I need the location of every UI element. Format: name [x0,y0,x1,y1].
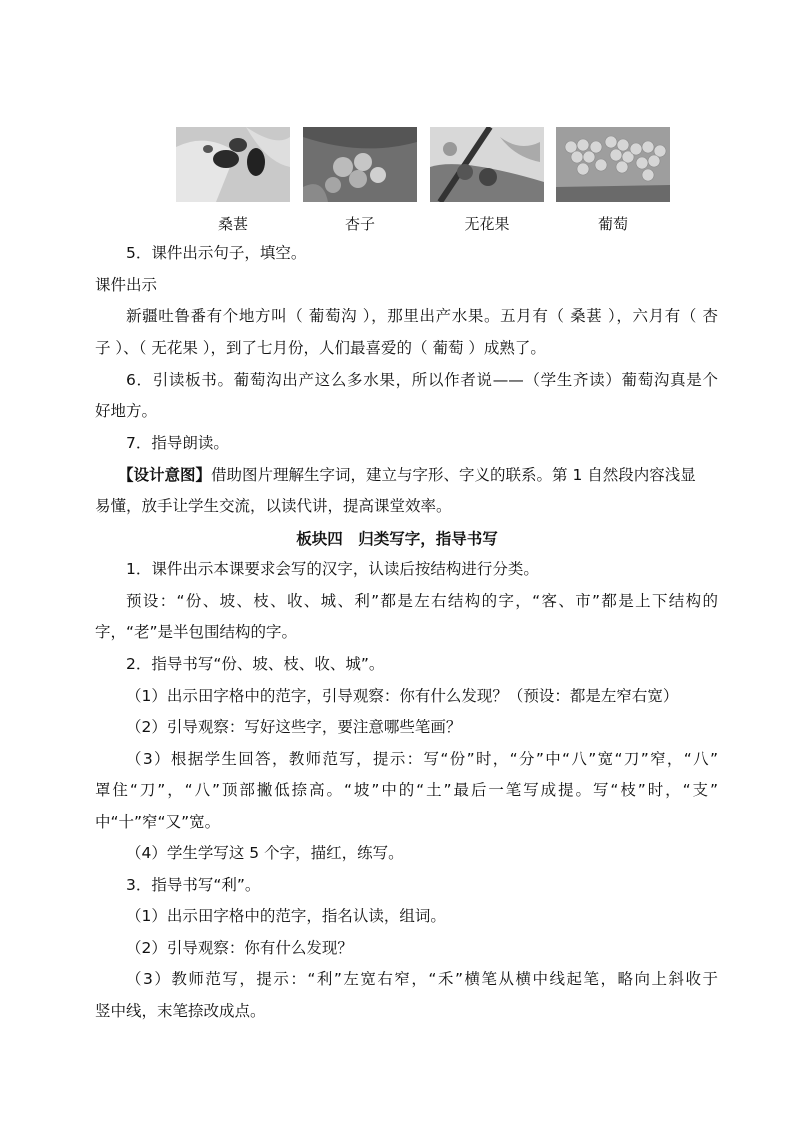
photo-caption-fig: 无花果 [464,215,510,233]
item-3-sub-2: （2）引导观察：你有什么发现？ [126,939,353,957]
step-6-line-1: 6．引读板书。葡萄沟出产这么多水果，所以作者说——（学生齐读）葡萄沟真是个 [126,371,718,389]
item-2-sub-4: （4）学生学写这 5 个字，描红，练写。 [126,844,404,862]
item-3-sub-1: （1）出示田字格中的范字，指名认读，组词。 [126,907,446,925]
design-intent-label: 【设计意图】 [118,466,212,484]
fill-blank-sentence-line-1: 新疆吐鲁番有个地方叫（ 葡萄沟 ），那里出产水果。五月有（ 桑葚 ），六月有（ 杏 [126,307,718,325]
grape-photo [556,127,670,202]
step-7: 7．指导朗读。 [126,434,229,452]
photo-caption-apricot: 杏子 [344,215,375,233]
item-2-sub-3-line-1: （3）根据学生回答，教师范写，提示：写“份”时，“分”中“八”宽“刀”窄，“八” [126,750,718,768]
item-2-sub-3-line-3: 中“十”窄“又”宽。 [95,813,221,831]
fruit-photo-strip [176,127,670,203]
design-intent-line-1 [118,465,718,485]
preset-line-2: 字，“老”是半包围结构的字。 [95,623,298,641]
item-2-sub-1: （1）出示田字格中的范字，引导观察：你有什么发现？（预设：都是左窄右宽） [126,687,679,705]
fig-photo [430,127,544,202]
photo-caption-mulberry: 桑葚 [217,215,248,233]
item-2: 2．指导书写“份、坡、枝、收、城”。 [126,655,385,673]
design-intent-line-2: 易懂，放手让学生交流，以读代讲，提高课堂效率。 [95,497,452,515]
step-6-line-2: 好地方。 [95,402,158,420]
fill-blank-sentence-line-2: 子 ）、（ 无花果 ），到了七月份，人们最喜爱的（ 葡萄 ）成熟了。 [95,339,546,357]
item-3-sub-3-line-2: 竖中线，末笔捺改成点。 [95,1002,266,1020]
item-2-sub-2: （2）引导观察：写好这些字，要注意哪些笔画？ [126,718,462,736]
section-heading: 板块四 归类写字，指导书写 [296,530,498,548]
item-2-sub-3-line-2: 罩住“刀”，“八”顶部撇低捺高。“坡”中的“土”最后一笔写成提。写“枝”时，“支” [95,781,718,799]
design-intent-text: 借助图片理解生字词，建立与字形、字义的联系。第 1 自然段内容浅显 [211,466,696,484]
mulberry-photo [176,127,290,202]
item-1: 1．课件出示本课要求会写的汉字，认读后按结构进行分类。 [126,560,539,578]
preset-line-1: 预设：“份、坡、枝、收、城、利”都是左右结构的字，“客、市”都是上下结构的 [126,592,718,610]
photo-caption-grape: 葡萄 [597,215,628,233]
item-3: 3．指导书写“利”。 [126,876,261,894]
courseware-label: 课件出示 [95,276,158,294]
step-5: 5．课件出示句子，填空。 [126,244,307,262]
item-3-sub-3-line-1: （3）教师范写，提示：“利”左宽右窄，“禾”横笔从横中线起笔，略向上斜收于 [126,970,718,988]
apricot-photo [303,127,417,202]
